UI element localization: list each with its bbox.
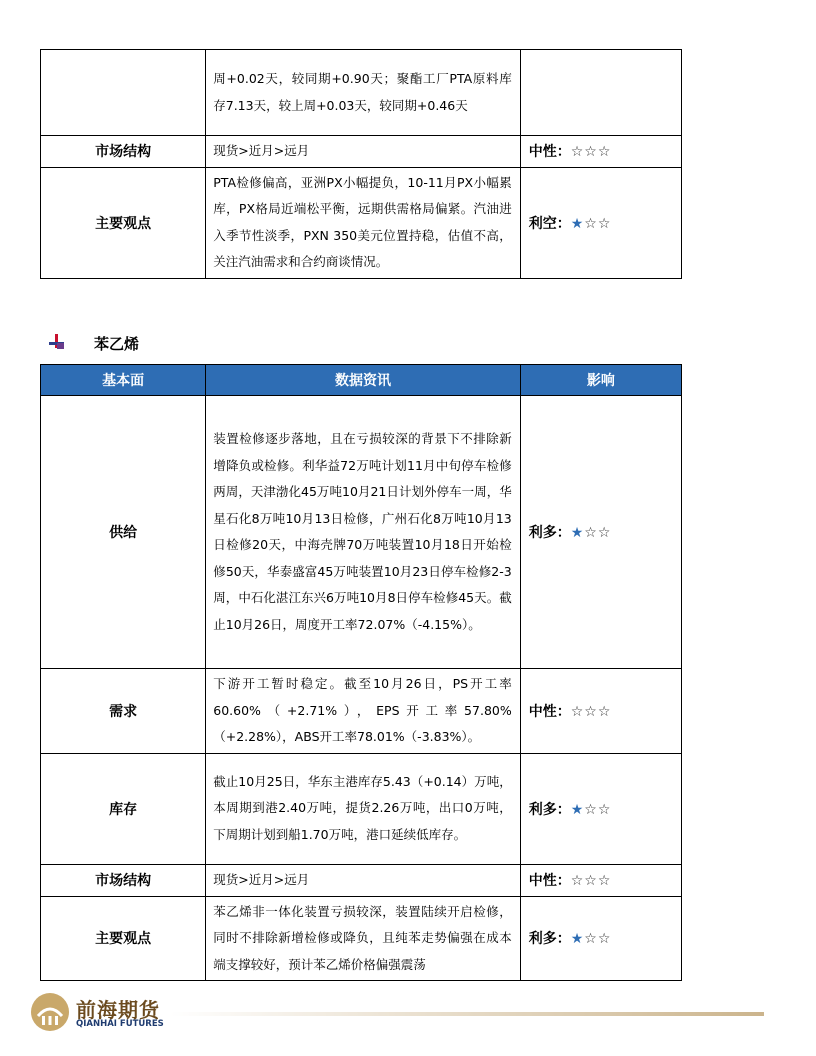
impact-cell (520, 896, 681, 981)
table-ptaviews (40, 49, 682, 279)
page-footer (30, 990, 770, 1036)
impact-cell (520, 669, 681, 754)
impact-cell (520, 50, 681, 136)
row-label: 主要观点 (41, 167, 206, 278)
star-rating (571, 873, 612, 889)
star-rating (571, 704, 612, 720)
row-label: 需求 (41, 669, 206, 754)
footer-divider (170, 1012, 764, 1016)
row-text: 现货>近月>远月 (206, 136, 520, 168)
impact-label: 中性： (528, 144, 571, 161)
row-label: 主要观点 (41, 896, 206, 981)
table-row (41, 50, 682, 136)
impact-label: 中性： (528, 873, 571, 889)
row-label (41, 50, 206, 136)
star-empty-icon: ☆☆☆ (570, 144, 612, 161)
impact-label: 利多： (528, 525, 571, 541)
star-rating (571, 525, 612, 541)
row-label: 供给 (41, 396, 206, 669)
impact-label: 中性： (528, 703, 571, 720)
impact-cell (520, 396, 681, 669)
star-empty-icon: ☆☆ (584, 801, 612, 818)
column-header: 影响 (520, 365, 681, 396)
table-styrene (40, 364, 682, 981)
table-row (41, 753, 682, 864)
star-rating (571, 931, 612, 947)
impact-cell (520, 136, 681, 168)
table-row (41, 167, 682, 278)
row-text: 苯乙烯非一体化装置亏损较深，装置陆续开启检修，同时不排除新增检修或降负，且纯苯走势偏强在成本端支撑较好，预计苯乙烯价格偏强震荡 (206, 896, 520, 981)
row-label: 市场结构 (41, 136, 206, 168)
row-text: 装置检修逐步落地，且在亏损较深的背景下不排除新增降负或检修。利华益72万吨计划11月中旬停车检修两周，天津渤化45万吨10月21日计划外停车一周，华星石化8万吨10月13日检修，广州石化8万吨10月13日检修20天，中海壳牌70万吨装置10月18日开始检修50天，华泰盛富45万吨装置10月23日停车检修2-3周，中石化湛江东兴6万吨10月8日停车检修45天。截止10月26日，周度开工率72.07%（-4.15%）。 (206, 396, 520, 669)
star-filled-icon: ★ (570, 801, 585, 818)
star-rating (571, 802, 612, 818)
row-text: 下游开工暂时稳定。截至10月26日，PS开工率60.60%（+2.71%），EPS开工率57.80%（+2.28%），ABS开工率78.01%（-3.83%）。 (206, 669, 520, 754)
row-text: 周+0.02天，较同期+0.90天；聚酯工厂PTA原料库存7.13天，较上周+0.03天，较同期+0.46天 (206, 50, 520, 136)
impact-label: 利多： (528, 931, 571, 948)
star-empty-icon: ☆☆ (584, 215, 612, 232)
star-rating (571, 216, 612, 232)
row-text: PTA检修偏高，亚洲PX小幅提负，10-11月PX小幅累库，PX格局近端松平衡，远期供需格局偏紧。汽油进入季节性淡季，PXN 350美元位置持稳，估值不高，关注汽油需求和合约商谈情况。 (206, 167, 520, 278)
impact-cell (520, 167, 681, 278)
row-label: 市场结构 (41, 864, 206, 896)
impact-cell (520, 864, 681, 896)
column-header: 数据资讯 (206, 365, 520, 396)
star-filled-icon: ★ (570, 931, 585, 948)
row-text: 截止10月25日，华东主港库存5.43（+0.14）万吨，本周期到港2.40万吨，提货2.26万吨，出口0万吨，下周期计划到船1.70万吨，港口延续低库存。 (206, 753, 520, 864)
row-label: 库存 (41, 753, 206, 864)
table-row (41, 896, 682, 981)
impact-cell (520, 753, 681, 864)
star-filled-icon: ★ (570, 215, 585, 232)
row-text: 现货>近月>远月 (206, 864, 520, 896)
section-heading: 苯乙烯 (94, 334, 140, 353)
table-row (41, 864, 682, 896)
table-header-row (41, 365, 682, 396)
star-rating (571, 144, 612, 160)
table-row (41, 136, 682, 168)
section-bullet-icon (48, 334, 66, 352)
impact-label: 利空： (528, 215, 571, 232)
star-empty-icon: ☆☆ (584, 931, 612, 948)
company-logo-icon (30, 992, 70, 1032)
star-empty-icon: ☆☆☆ (570, 703, 612, 720)
impact-label: 利多： (528, 801, 571, 818)
company-name-en: QIANHAI FUTURES (76, 1019, 164, 1029)
star-empty-icon: ☆☆ (584, 525, 612, 541)
column-header: 基本面 (41, 365, 206, 396)
table-row (41, 396, 682, 669)
star-empty-icon: ☆☆☆ (570, 873, 612, 889)
section-title (48, 333, 139, 353)
star-filled-icon: ★ (570, 525, 585, 541)
company-name-cn: 前海期货 (76, 998, 160, 1022)
table-row (41, 669, 682, 754)
